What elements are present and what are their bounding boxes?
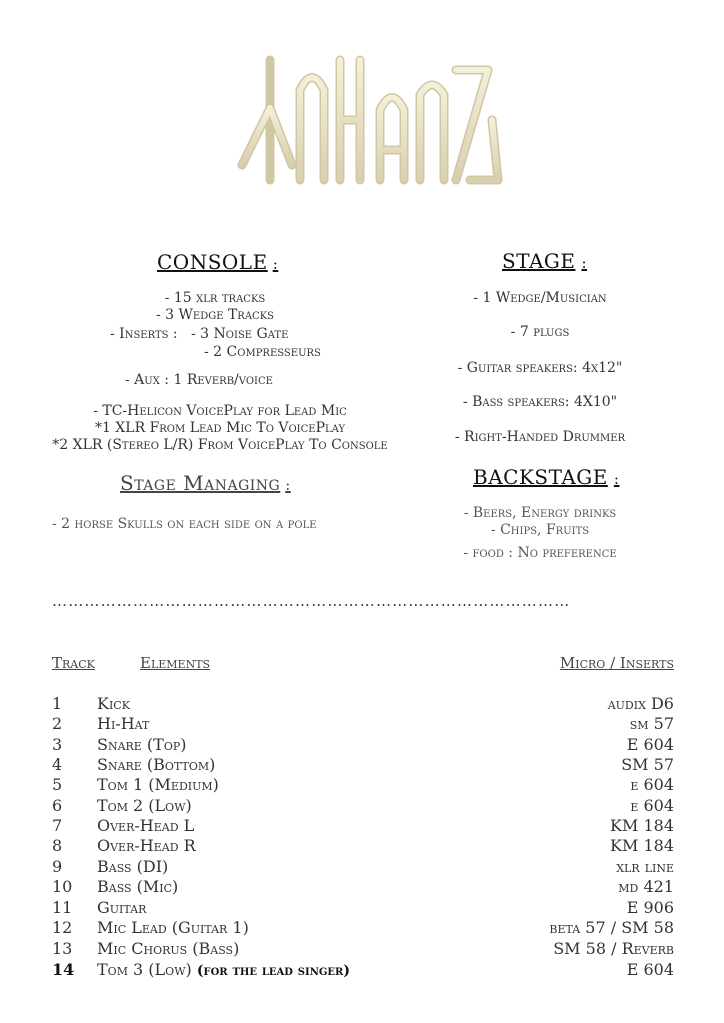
stage-heading: STAGE : — [502, 249, 588, 273]
dotted-separator: …………………………………………………………………………………… — [52, 592, 571, 610]
track-number: 13 — [52, 939, 73, 958]
console-colon: : — [272, 255, 279, 273]
track-micro: SM 58 / Reverb — [553, 939, 674, 958]
track-micro: SM 57 — [621, 755, 674, 774]
track-element: Hi-Hat — [97, 714, 150, 733]
track-element: Tom 1 (Medium) — [97, 775, 219, 794]
stage-managing-heading: Stage Managing : — [120, 471, 291, 495]
track-element: Bass (Mic) — [97, 877, 179, 896]
track-micro: md 421 — [618, 877, 674, 896]
track-number: 4 — [52, 755, 63, 774]
table-row — [52, 735, 674, 756]
track-micro: KM 184 — [610, 836, 674, 855]
backstage-colon: : — [613, 470, 620, 488]
track-element-note: (for the lead singer) — [196, 963, 350, 979]
band-logo — [230, 40, 510, 200]
track-number: 9 — [52, 857, 63, 876]
console-line: *2 XLR (Stereo L/R) From VoicePlay To Console — [52, 437, 388, 453]
track-element: Kick — [97, 694, 130, 713]
backstage-heading: BACKSTAGE : — [473, 465, 620, 489]
stage-colon: : — [581, 254, 588, 272]
header-elements: Elements — [140, 654, 211, 672]
stage-line: - 1 Wedge/Musician — [473, 290, 607, 306]
table-row — [52, 857, 674, 878]
backstage-line: - Beers, Energy drinks — [463, 505, 617, 521]
backstage-line: - Chips, Fruits — [490, 522, 590, 538]
track-number: 3 — [52, 735, 63, 754]
track-element: Tom 2 (Low) — [97, 796, 192, 815]
track-micro: sm 57 — [629, 714, 674, 733]
track-number: 12 — [52, 918, 73, 937]
track-micro: E 604 — [626, 735, 674, 754]
table-row — [52, 775, 674, 796]
track-element: Bass (DI) — [97, 857, 169, 876]
track-element: Over-Head R — [97, 836, 196, 855]
console-line: - 3 Wedge Tracks — [155, 307, 275, 323]
table-row — [52, 898, 674, 919]
console-heading: CONSOLE : — [157, 250, 279, 274]
console-line: - 2 Compresseurs — [204, 344, 321, 360]
console-line: - Inserts : - 3 Noise Gate — [110, 326, 289, 342]
track-micro: E 906 — [626, 898, 674, 917]
header-track: Track — [52, 654, 95, 672]
table-row — [52, 796, 674, 817]
track-number: 11 — [52, 898, 73, 917]
backstage-line: - food : No preference — [463, 545, 617, 561]
track-micro: e 604 — [630, 775, 674, 794]
table-row — [52, 836, 674, 857]
stage-managing-line: - 2 horse Skulls on each side on a pole — [52, 516, 317, 532]
track-micro: e 604 — [630, 796, 674, 815]
track-element: Over-Head L — [97, 816, 195, 835]
table-row — [52, 714, 674, 735]
stage-line: - Bass speakers: 4X10" — [462, 394, 618, 410]
track-element: Guitar — [97, 898, 147, 917]
track-element — [97, 960, 350, 979]
track-number: 10 — [52, 877, 73, 896]
console-line: *1 XLR From Lead Mic To VoicePlay — [94, 420, 346, 436]
track-micro: beta 57 / SM 58 — [549, 918, 674, 937]
console-line: - 15 xlr tracks — [164, 290, 266, 306]
track-micro: xlr line — [616, 857, 674, 876]
header-micro-inserts: Micro / Inserts — [559, 654, 674, 672]
stage-managing-colon: : — [285, 476, 291, 494]
track-micro: audix D6 — [607, 694, 674, 713]
track-element: Mic Chorus (Bass) — [97, 939, 240, 958]
track-number: 8 — [52, 836, 63, 855]
stage-line: - Right-Handed Drummer — [454, 429, 626, 445]
table-row — [52, 877, 674, 898]
console-line: - TC-Helicon VoicePlay for Lead Mic — [93, 403, 347, 419]
table-row — [52, 960, 674, 981]
track-number: 14 — [52, 960, 75, 979]
stage-line: - Guitar speakers: 4x12" — [457, 360, 623, 376]
track-element-name: Tom 3 (Low) — [97, 960, 192, 979]
table-row — [52, 755, 674, 776]
console-line: - Aux : 1 Reverb/voice — [125, 372, 273, 388]
track-number: 1 — [52, 694, 63, 713]
track-element: Snare (Bottom) — [97, 755, 216, 774]
table-row — [52, 694, 674, 715]
track-element: Mic Lead (Guitar 1) — [97, 918, 249, 937]
track-number: 7 — [52, 816, 63, 835]
track-number: 6 — [52, 796, 63, 815]
stage-line: - 7 plugs — [510, 324, 570, 340]
track-number: 2 — [52, 714, 63, 733]
track-micro: KM 184 — [610, 816, 674, 835]
table-row — [52, 816, 674, 837]
track-number: 5 — [52, 775, 63, 794]
table-row — [52, 939, 674, 960]
track-micro: E 604 — [626, 960, 674, 979]
table-row — [52, 918, 674, 939]
track-element: Snare (Top) — [97, 735, 187, 754]
